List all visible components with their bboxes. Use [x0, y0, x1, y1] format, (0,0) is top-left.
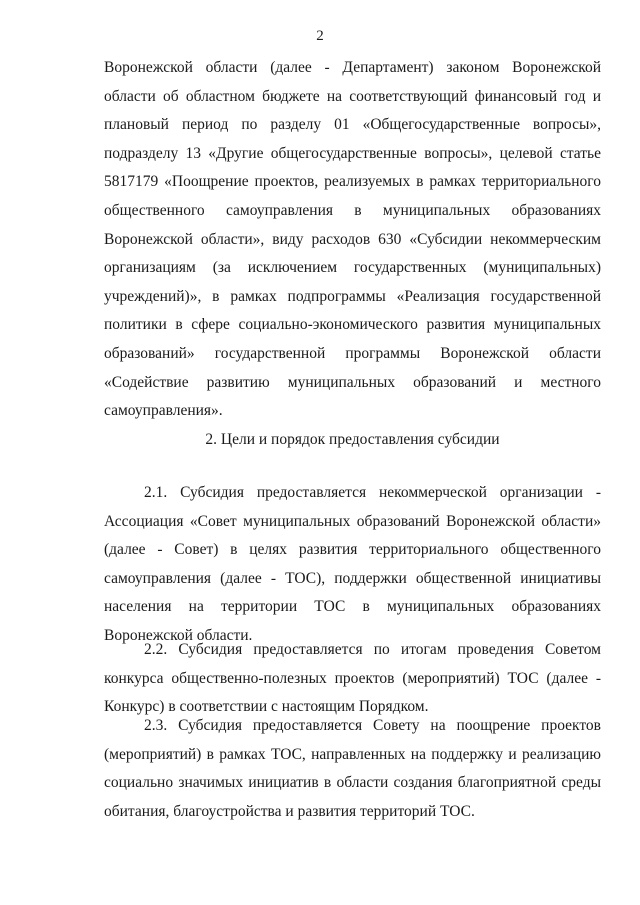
paragraph-2-1: 2.1. Субсидия предоставляется некоммерческой организации - Ассоциация «Совет муниципальных образований Воронежской области» (далее - Совет) в целях развития территориального общественного самоуправления (далее - ТОС), поддержки общественной инициативы населения на территории ТОС в муниципальных образованиях Воронежской области.: [104, 484, 601, 644]
page-number: 2: [316, 28, 324, 44]
intro-paragraph: Воронежской области (далее - Департамент) законом Воронежской области об областном бюджете на соответствующий финансовый год и плановый период по разделу 01 «Общегосударственные вопросы», подразделу 13 «Другие общегосударственные вопросы», целевой статье 5817179 «Поощрение проектов, реализуемых в рамках территориального общественного самоуправления в муниципальных образованиях Воронежской области», виду расходов 630 «Субсидии некоммерческим организациям (за исключением государственных (муниципальных) учреждений)», в рамках подпрограммы «Реализация государственной политики в сфере социально-экономического развития муниципальных образований» государственной программы Воронежской области «Содействие развитию муниципальных образований и местного самоуправления».: [104, 59, 601, 420]
section-heading: 2. Цели и порядок предоставления субсидии: [205, 431, 500, 448]
paragraph-2-2: 2.2. Субсидия предоставляется по итогам проведения Советом конкурса общественно-полезных проектов (мероприятий) ТОС (далее - Конкурс) в соответствии с настоящим Порядком.: [104, 641, 601, 716]
paragraph-2-3: 2.3. Субсидия предоставляется Совету на поощрение проектов (мероприятий) в рамках ТОС, направленных на поддержку и реализацию социально значимых инициатив в области создания благоприятной среды обитания, благоустройства и развития территорий ТОС.: [104, 717, 601, 820]
